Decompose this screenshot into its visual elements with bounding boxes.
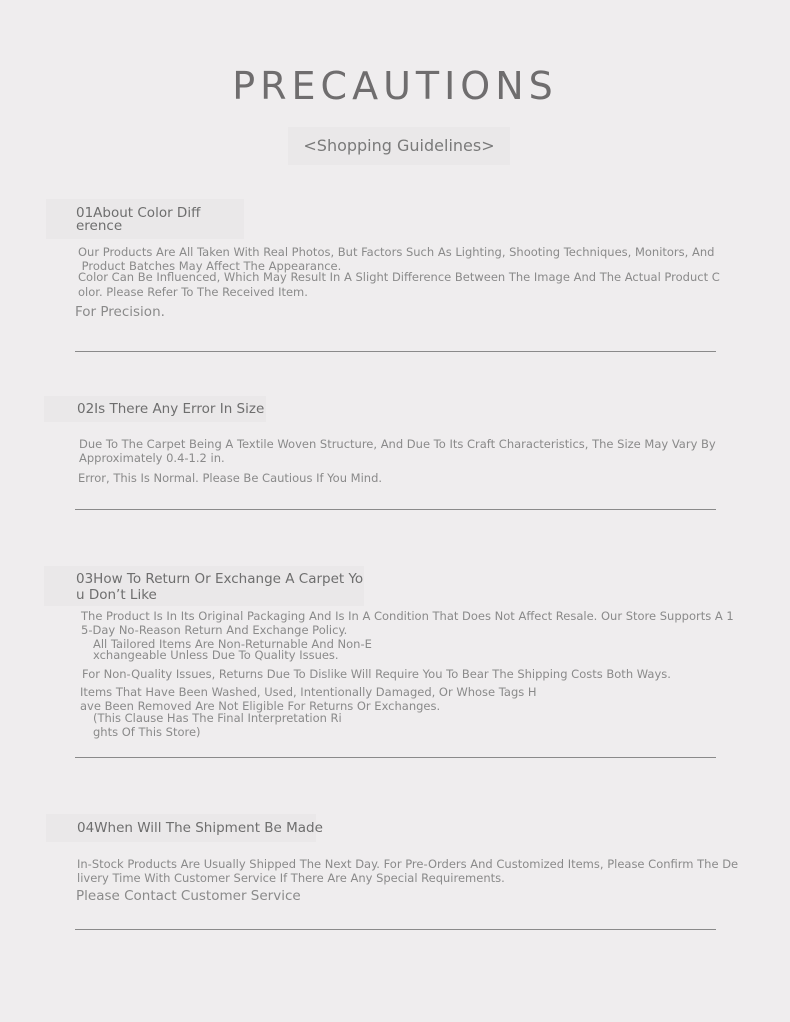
section-1-heading	[76, 207, 200, 233]
section-divider	[75, 351, 716, 352]
section-2-heading	[77, 403, 264, 416]
section-3-heading-line1: 03How To Return Or Exchange A Carpet Yo	[76, 571, 364, 587]
section-3-text: ghts Of This Store)	[93, 725, 201, 739]
section-3-text: 5-Day No-Reason Return And Exchange Policy.	[81, 623, 348, 637]
section-1-text: Color Can Be Influenced, Which May Result In A Slight Difference Between The Image And The Actual Product C	[78, 270, 720, 284]
section-3-text: All Tailored Items Are Non-Returnable And Non-E	[93, 637, 372, 651]
section-3-text: (This Clause Has The Final Interpretation Ri	[93, 711, 342, 725]
section-2-text: Due To The Carpet Being A Textile Woven Structure, And Due To Its Craft Characteristics, The Size May Vary By	[79, 437, 716, 451]
section-3-text: For Non-Quality Issues, Returns Due To Dislike Will Require You To Bear The Shipping Costs Both Ways.	[82, 667, 671, 681]
section-3-text: Items That Have Been Washed, Used, Intentionally Damaged, Or Whose Tags H	[80, 685, 537, 699]
page-subtitle: <Shopping Guidelines>	[288, 127, 510, 165]
section-3-text: ave Been Removed Are Not Eligible For Returns Or Exchanges.	[80, 699, 441, 713]
section-divider	[75, 509, 716, 510]
page-title: PRECAUTIONS	[232, 64, 558, 108]
section-1-text: olor. Please Refer To The Received Item.	[78, 285, 308, 299]
section-4-text: livery Time With Customer Service If There Are Any Special Requirements.	[77, 871, 505, 885]
section-1-text: Product Batches May Affect The Appearance.	[78, 259, 342, 273]
section-1-heading-line2: erence	[76, 218, 123, 234]
section-4-text: In-Stock Products Are Usually Shipped The Next Day. For Pre-Orders And Customized Items, Please Confirm The De	[77, 857, 739, 871]
section-4-heading	[77, 822, 323, 835]
section-3-heading-line2: u Don’t Like	[76, 587, 157, 603]
section-3-text: xchangeable Unless Due To Quality Issues.	[93, 648, 339, 662]
section-2-heading-line1: 02Is There Any Error In Size	[77, 401, 265, 417]
section-2-text: Error, This Is Normal. Please Be Cautious If You Mind.	[78, 471, 383, 485]
section-divider	[75, 929, 716, 930]
section-1-heading-line1: 01About Color Diff	[76, 205, 201, 221]
section-2-text: Approximately 0.4-1.2 in.	[79, 451, 225, 465]
section-3-heading	[76, 571, 363, 603]
section-4-text: Please Contact Customer Service	[76, 888, 301, 904]
section-divider	[75, 757, 716, 758]
section-1-text: For Precision.	[75, 304, 165, 320]
section-3-text: The Product Is In Its Original Packaging And Is In A Condition That Does Not Affect Resale. Our Store Supports A 1	[81, 609, 734, 623]
section-1-text: Our Products Are All Taken With Real Photos, But Factors Such As Lighting, Shooting Techniques, Monitors, And	[78, 245, 715, 259]
section-4-heading-line1: 04When Will The Shipment Be Made	[77, 820, 323, 836]
